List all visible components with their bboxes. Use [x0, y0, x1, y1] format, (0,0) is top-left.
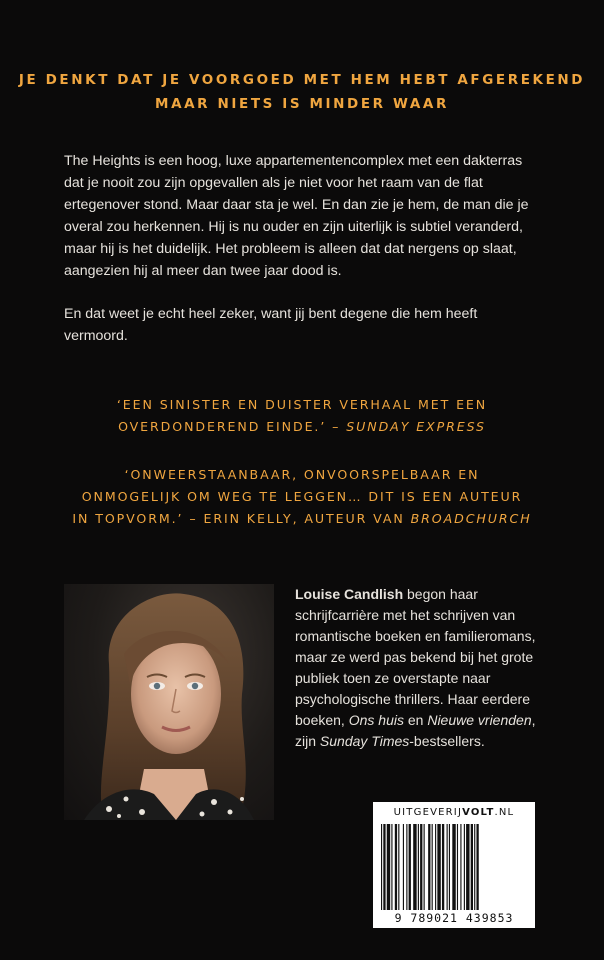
quote-1-line-1: ‘EEN SINISTER EN DUISTER VERHAAL MET EEN	[116, 397, 488, 412]
barcode-bar	[476, 824, 478, 910]
barcode-bar	[391, 824, 392, 910]
barcode-bar	[474, 824, 475, 910]
barcode-bar	[449, 824, 450, 910]
author-bio-text-1: begon haar schrijfcarrière met het schrijven van romantische boeken en familieromans, maar ze werd pas bekend bij het grote publiek toen ze overstapte naar psychologische thrillers. Haar eerdere boeken,	[295, 586, 536, 728]
barcode-bar	[406, 824, 407, 910]
barcode-bar	[395, 824, 397, 910]
tagline-line-1: JE DENKT DAT JE VOORGOED MET HEM HEBT AFGEREKEND	[18, 72, 586, 88]
barcode-bar	[398, 824, 399, 910]
barcode-bar	[387, 824, 390, 910]
blurb-paragraph-1: The Heights is een hoog, luxe appartementencomplex met een dakterras dat je nooit zou zijn opgevallen als je niet voor het raam van de flat ertegenover stond. Maar daar sta je wel. En dan zie je hem, de man die je overal zou herkennen. Hij is nu ouder en zijn uiterlijk is subtiel veranderd, maar hij is het duidelijk. Het probleem is alleen dat dat nergens op slaat, aangezien hij al meer dan twee jaar dood is.	[64, 153, 529, 279]
book-title-2: Nieuwe vrienden	[427, 712, 532, 728]
review-quote-1	[0, 394, 604, 438]
quote-2-line-1: ‘ONWEERSTAANBAAR, ONVOORSPELBAAR EN	[124, 467, 480, 482]
barcode-bar	[457, 824, 458, 910]
author-bio-text-3: , zijn	[295, 712, 536, 749]
author-photo	[64, 584, 274, 820]
barcode-bar	[452, 824, 455, 910]
quote-2-line-2: ONMOGELIJK OM WEG TE LEGGEN… DIT IS EEN AUTEUR	[81, 489, 523, 504]
review-quote-2	[0, 464, 604, 530]
barcode-bar	[413, 824, 416, 910]
barcode-bar	[435, 824, 436, 910]
tagline	[0, 68, 604, 116]
publisher-prefix: UITGEVERIJ	[393, 807, 463, 818]
barcode-bar	[409, 824, 411, 910]
quote-2-line-3	[0, 508, 604, 530]
barcode-bar	[466, 824, 469, 910]
blurb	[64, 150, 542, 368]
barcode-bar	[447, 824, 448, 910]
blurb-paragraph-2: En dat weet je echt heel zeker, want jij bent degene die hem heeft vermoord.	[64, 306, 478, 344]
barcode-bar	[383, 824, 385, 910]
barcode-bar	[432, 824, 433, 910]
barcode-bar	[442, 824, 444, 910]
barcode-bar	[437, 824, 440, 910]
publisher-url	[373, 807, 535, 818]
quote-2-source: BROADCHURCH	[410, 511, 532, 526]
newspaper-name: Sunday Times	[319, 733, 410, 749]
barcode-icon	[381, 824, 527, 910]
book-title-1: Ons huis	[348, 712, 404, 728]
quote-1-text: OVERDONDEREND EINDE.’ –	[118, 419, 347, 434]
publisher-brand: VOLT	[462, 807, 495, 818]
quote-1-line-2	[0, 416, 604, 438]
barcode-bar	[424, 824, 425, 910]
author-name: Louise Candlish	[295, 586, 404, 602]
tagline-line-2: MAAR NIETS IS MINDER WAAR	[155, 96, 449, 112]
author-portrait	[64, 584, 274, 820]
author-bio-text-4: -bestsellers.	[409, 733, 485, 749]
barcode-bar	[464, 824, 465, 910]
barcode-panel	[373, 802, 535, 928]
barcode-bar	[420, 824, 422, 910]
barcode-bar	[403, 824, 404, 910]
author-bio-text-2: en	[403, 712, 428, 728]
barcode-bar	[471, 824, 473, 910]
barcode-bar	[460, 824, 461, 910]
barcode-bar	[428, 824, 430, 910]
author-bio	[295, 584, 545, 752]
quote-2-text: IN TOPVORM.’ – ERIN KELLY, AUTEUR VAN	[72, 511, 411, 526]
barcode-bar	[418, 824, 419, 910]
isbn-number: 9 789021 439853	[394, 911, 514, 925]
barcode-bar	[381, 824, 382, 910]
publisher-suffix: .NL	[494, 807, 515, 818]
quote-1-source: SUNDAY EXPRESS	[346, 419, 486, 434]
